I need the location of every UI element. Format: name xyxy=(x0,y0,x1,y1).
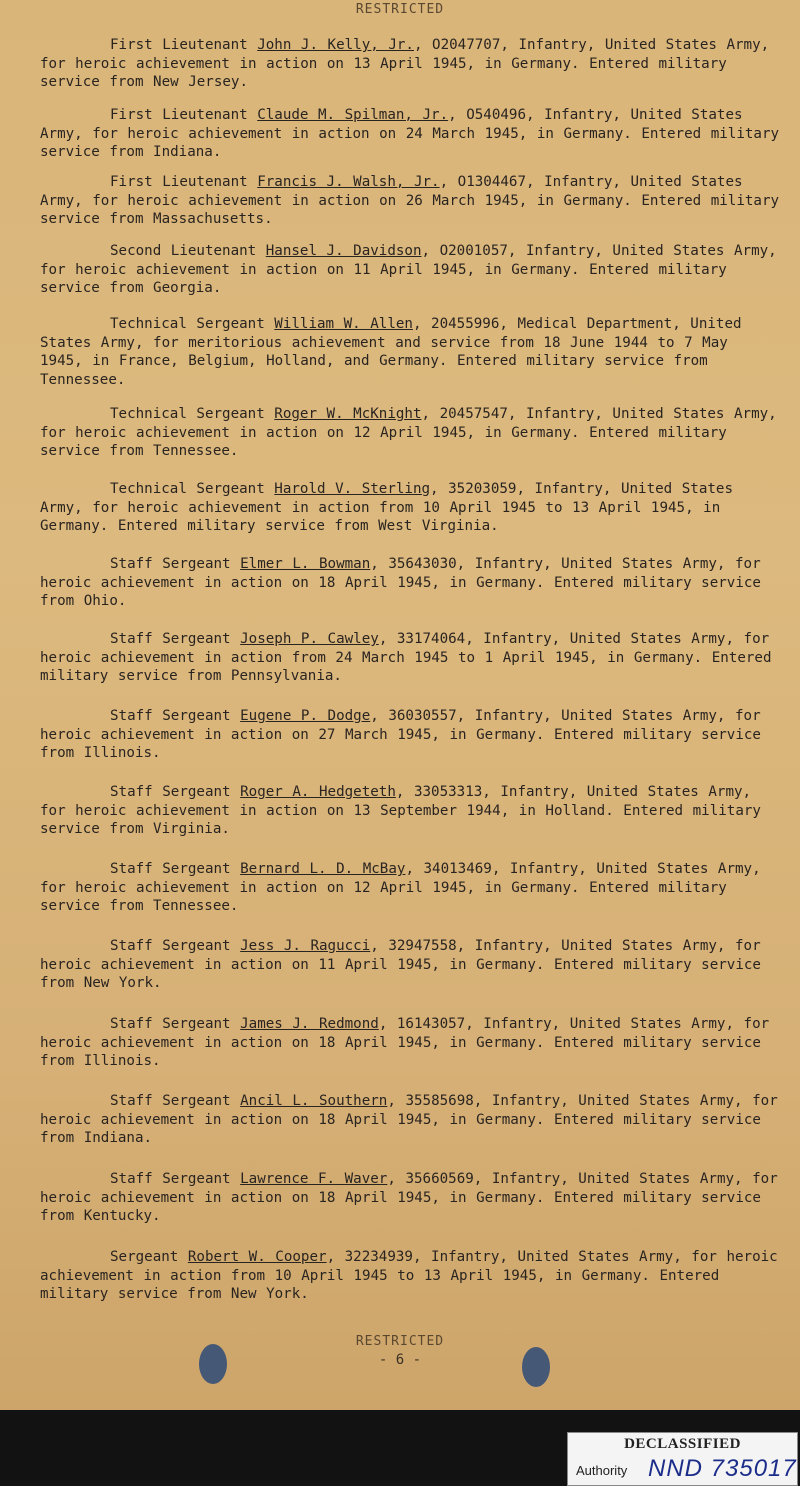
recipient-name: Elmer L. Bowman xyxy=(240,556,371,572)
citation-entry xyxy=(40,173,780,229)
citation-details: , 20455996, Medical Department, United States Army, for meritorious achievement and service from 18 June 1944 to 7 May 1945, in France, Belgium, Holland, and Germany. Entered military service from Tennessee. xyxy=(40,316,742,388)
recipient-name: Ancil L. Southern xyxy=(240,1093,388,1109)
citation-entry xyxy=(40,555,780,611)
citation-entry xyxy=(40,242,780,298)
rank: First Lieutenant xyxy=(110,37,248,53)
citation-entry xyxy=(40,860,780,916)
citation-entry xyxy=(40,1170,780,1226)
citation-details: , 32234939, Infantry, United States Army, for heroic achievement in action from 10 April 1945 to 13 April 1945, in Germany. Entered military service from New York. xyxy=(40,1249,778,1302)
citation-entry xyxy=(40,937,780,993)
citation-details: , 33053313, Infantry, United States Army, for heroic achievement in action on 13 September 1944, in Holland. Entered military service from Virginia. xyxy=(40,784,761,837)
citation-entry xyxy=(40,1248,780,1304)
citation-entry xyxy=(40,630,780,686)
citation-entry xyxy=(40,315,780,389)
recipient-name: Roger W. McKnight xyxy=(274,406,422,422)
citation-details: , O1304467, Infantry, United States Army, for heroic achievement in action on 26 March 1945, in Germany. Entered military service from Massachusetts. xyxy=(40,174,780,227)
punch-hole-right xyxy=(522,1347,550,1387)
recipient-name: John J. Kelly, Jr. xyxy=(257,37,414,53)
rank: Technical Sergeant xyxy=(110,406,265,422)
citation-entry xyxy=(40,480,780,536)
citation-details: , 35585698, Infantry, United States Army, for heroic achievement in action on 18 April 1945, in Germany. Entered military service from Indiana. xyxy=(40,1093,778,1146)
citation-entry xyxy=(40,36,780,92)
page-number: - 6 - xyxy=(378,1352,422,1368)
recipient-name: Harold V. Sterling xyxy=(274,481,431,497)
recipient-name: Joseph P. Cawley xyxy=(240,631,379,647)
citation-details: , 36030557, Infantry, United States Army, for heroic achievement in action on 27 March 1945, in Germany. Entered military service from Illinois. xyxy=(40,708,761,761)
rank: Staff Sergeant xyxy=(110,1093,231,1109)
recipient-name: Roger A. Hedgeteth xyxy=(240,784,396,800)
rank: Technical Sergeant xyxy=(110,481,265,497)
bottom-classification-marking: RESTRICTED xyxy=(355,1334,445,1349)
rank: Staff Sergeant xyxy=(110,938,231,954)
citation-details: , O540496, Infantry, United States Army, for heroic achievement in action on 24 March 1945, in Germany. Entered military service from Indiana. xyxy=(40,107,780,160)
recipient-name: Eugene P. Dodge xyxy=(240,708,371,724)
punch-hole-left xyxy=(199,1344,227,1384)
citation-entry xyxy=(40,1092,780,1148)
recipient-name: Hansel J. Davidson xyxy=(265,243,422,259)
authority-value: NND 735017 xyxy=(648,1455,797,1482)
recipient-name: Robert W. Cooper xyxy=(187,1249,327,1265)
rank: First Lieutenant xyxy=(110,107,248,123)
top-classification-marking: RESTRICTED xyxy=(355,2,445,17)
rank: Staff Sergeant xyxy=(110,784,231,800)
rank: Sergeant xyxy=(110,1249,179,1265)
citation-details: , 32947558, Infantry, United States Army, for heroic achievement in action on 11 April 1945, in Germany. Entered military service from New York. xyxy=(40,938,761,991)
rank: Staff Sergeant xyxy=(110,631,231,647)
citation-entry xyxy=(40,106,780,162)
rank: Second Lieutenant xyxy=(110,243,257,259)
recipient-name: Lawrence F. Waver xyxy=(240,1171,388,1187)
recipient-name: James J. Redmond xyxy=(240,1016,379,1032)
authority-label: Authority xyxy=(576,1463,628,1478)
citation-details: , O2047707, Infantry, United States Army, for heroic achievement in action on 13 April 1945, in Germany. Entered military service from New Jersey. xyxy=(40,37,770,90)
citation-details: , 33174064, Infantry, United States Army, for heroic achievement in action from 24 March 1945 to 1 April 1945, in Germany. Entered military service from Pennsylvania. xyxy=(40,631,772,684)
recipient-name: Jess J. Ragucci xyxy=(240,938,371,954)
rank: Staff Sergeant xyxy=(110,1171,231,1187)
citation-entry xyxy=(40,1015,780,1071)
citation-details: , 20457547, Infantry, United States Army, for heroic achievement in action on 12 April 1945, in Germany. Entered military service from Tennessee. xyxy=(40,406,777,459)
recipient-name: William W. Allen xyxy=(274,316,413,332)
citation-details: , 34013469, Infantry, United States Army, for heroic achievement in action on 12 April 1945, in Germany. Entered military service from Tennessee. xyxy=(40,861,761,914)
declassified-stamp xyxy=(567,1432,798,1486)
rank: Technical Sergeant xyxy=(110,316,265,332)
citation-details: , 16143057, Infantry, United States Army, for heroic achievement in action on 18 April 1945, in Germany. Entered military service from Illinois. xyxy=(40,1016,770,1069)
recipient-name: Francis J. Walsh, Jr. xyxy=(257,174,440,190)
citation-details: , O2001057, Infantry, United States Army, for heroic achievement in action on 11 April 1945, in Germany. Entered military service from Georgia. xyxy=(40,243,777,296)
rank: Staff Sergeant xyxy=(110,708,231,724)
citation-entry xyxy=(40,707,780,763)
rank: First Lieutenant xyxy=(110,174,248,190)
rank: Staff Sergeant xyxy=(110,861,231,877)
citation-details: , 35643030, Infantry, United States Army, for heroic achievement in action on 18 April 1945, in Germany. Entered military service from Ohio. xyxy=(40,556,761,609)
rank: Staff Sergeant xyxy=(110,1016,231,1032)
declassified-title: DECLASSIFIED xyxy=(624,1436,741,1452)
citation-entry xyxy=(40,783,780,839)
citation-entry xyxy=(40,405,780,461)
rank: Staff Sergeant xyxy=(110,556,231,572)
citation-details: , 35203059, Infantry, United States Army, for heroic achievement in action from 10 April 1945 to 13 April 1945, in Germany. Entered military service from West Virginia. xyxy=(40,481,734,534)
citation-details: , 35660569, Infantry, United States Army, for heroic achievement in action on 18 April 1945, in Germany. Entered military service from Kentucky. xyxy=(40,1171,778,1224)
recipient-name: Claude M. Spilman, Jr. xyxy=(257,107,449,123)
recipient-name: Bernard L. D. McBay xyxy=(240,861,406,877)
